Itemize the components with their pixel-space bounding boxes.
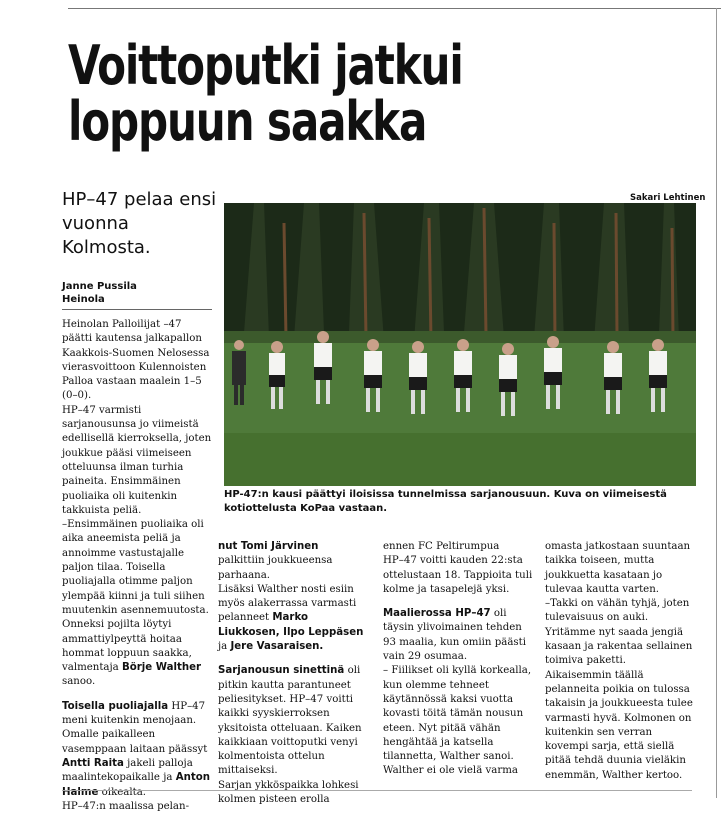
paragraph: – Fiilikset oli kyllä korkealla, kun olemme tehneet käytännössä kaksi vuotta kovasti töitä tämän nousun eteen. Nyt pitää vähän hengähtää ja katsella tilannetta, Walther sanoi. xyxy=(383,665,532,763)
coach-name: Börje Walther xyxy=(122,662,202,674)
article-column-2 xyxy=(218,540,366,807)
paragraph xyxy=(218,664,366,778)
photo-caption: HP-47:n kausi päättyi iloisissa tunnelmissa sarjanousuun. Kuva on viimeisestä kotiottelusta KoPaa vastaan. xyxy=(224,489,667,514)
paragraph-lead: Maalierossa HP–47 xyxy=(383,608,491,620)
headline-line-2: loppuun saakka xyxy=(68,90,427,153)
player-name: Antti Raita xyxy=(62,757,124,769)
top-rule xyxy=(68,8,721,9)
paragraph-lead: Sarjanousun sinettinä xyxy=(218,665,345,677)
paragraph-text: oli pitkin kautta parantuneet peliesitykset. HP–47 voitti kaikki syyskierroksen yksitoista otteluaan. Kaiken kaikkiaan voittoputki venyi kolmentoista ottelun mittaiseksi. xyxy=(218,665,362,777)
player-name: Anton Halme xyxy=(62,772,210,798)
byline-place: Heinola xyxy=(62,294,105,305)
paragraph: HP–47:n maalissa pelan- xyxy=(62,800,190,812)
paragraph: HP–47 varmisti sarjanousunsa jo viimeistä edellisellä kierroksella, joten joukkue pääsi viimeiseen otteluunsa ilman turhia paineita. Ensimmäinen puoliaika oli kuitenkin takkuista peliä. xyxy=(62,404,212,516)
player-names: Marko Liukkosen, Ilpo Leppäsen xyxy=(218,612,364,638)
paragraph: –Takki on vähän tyhjä, joten tulevaisuus on auki. Yritämme nyt saada jengiä kasaan ja rakentaa sellainen toimiva paketti. Aikaisemmin täällä pelanneita poikia on tulossa takaisin ja joukkueesta tulee varmasti hyvä. Kolmonen on kuitenkin sen verran kovempi sarja, että siellä pitää tehdä duunia vieläkin enemmän, Walther kertoo. xyxy=(545,598,693,781)
article-column-4 xyxy=(545,540,695,783)
quote-text: –Ensimmäinen puoliaika oli aika aneemista peliä ja annoimme vastustajalle paljon tilaa. Toisella puoliajalla otimme paljon ylempää kiinni ja tuli siihen muutenkin asennemuutosta. Onneksi pojilta löytyi ammattiylpeyttä hoitaa hommat loppuun saakka, valmentaja xyxy=(62,519,209,674)
paragraph-lead: Toisella puoliajalla xyxy=(62,700,169,712)
paragraph-text: jakeli palloja maalintekopaikalle ja xyxy=(62,757,193,784)
team-photo-illustration xyxy=(224,203,696,486)
bottom-rule xyxy=(62,790,692,791)
right-margin-rule xyxy=(716,8,717,798)
player-name: Jere Vasaraisen. xyxy=(230,641,324,653)
deck-subheadline: HP–47 pelaa ensi vuonna Kolmosta. xyxy=(62,189,217,258)
headline xyxy=(68,34,536,153)
paragraph xyxy=(218,540,366,583)
team-photo xyxy=(224,203,696,486)
paragraph: ennen FC Peltirumpua xyxy=(383,541,500,552)
paragraph-text: palkittiin joukkueensa parhaana. xyxy=(218,555,333,581)
headline-line-1: Voittoputki jatkui xyxy=(68,34,463,97)
paragraph-text: HP–47 meni kuitenkin menojaan. Omalle paikalleen vasemppaan laitaan päässyt xyxy=(62,700,208,755)
article-column-3 xyxy=(383,540,533,779)
photo-credit: Sakari Lehtinen xyxy=(630,193,706,203)
paragraph-text: ja xyxy=(218,641,228,653)
paragraph-text: oli täysin ylivoimainen tehden 93 maalia, kun omiin päästi vain 29 osumaa. xyxy=(383,608,526,663)
paragraph xyxy=(383,607,533,664)
byline-author: Janne Pussila xyxy=(62,281,137,292)
paragraph-text: Lisäksi Walther nosti esiin myös alakerrassa varmasti pelanneet xyxy=(218,583,357,624)
byline-rule xyxy=(62,309,212,310)
paragraph: Heinolan Palloilijat –47 päätti kautensa jalkapallon Kaakkois-Suomen Nelosessa vierasvoittoon Kulennoisten Palloa vastaan maalein 1–5 (0–0). xyxy=(62,319,210,402)
player-name: nut Tomi Järvinen xyxy=(218,541,319,552)
byline xyxy=(62,280,137,306)
paragraph: Sarjan ykköspaikka lohkesi kolmen pisteen erolla xyxy=(218,779,359,806)
paragraph xyxy=(218,583,366,654)
paragraph xyxy=(62,518,212,690)
paragraph: omasta jatkostaan suuntaan taikka toiseen, mutta joukkuetta kasataan jo tulevaa kautta varten. xyxy=(545,541,691,595)
paragraph xyxy=(62,700,212,800)
paragraph: HP–47 voitti kauden 22:sta ottelustaan 18. Tappioita tuli kolme ja tasapelejä yksi. xyxy=(383,555,533,595)
paragraph: Walther ei ole vielä varma xyxy=(383,765,518,777)
quote-tail: sanoo. xyxy=(62,676,96,688)
article-column-1 xyxy=(62,318,212,814)
paragraph-text: oikealta. xyxy=(101,786,147,798)
